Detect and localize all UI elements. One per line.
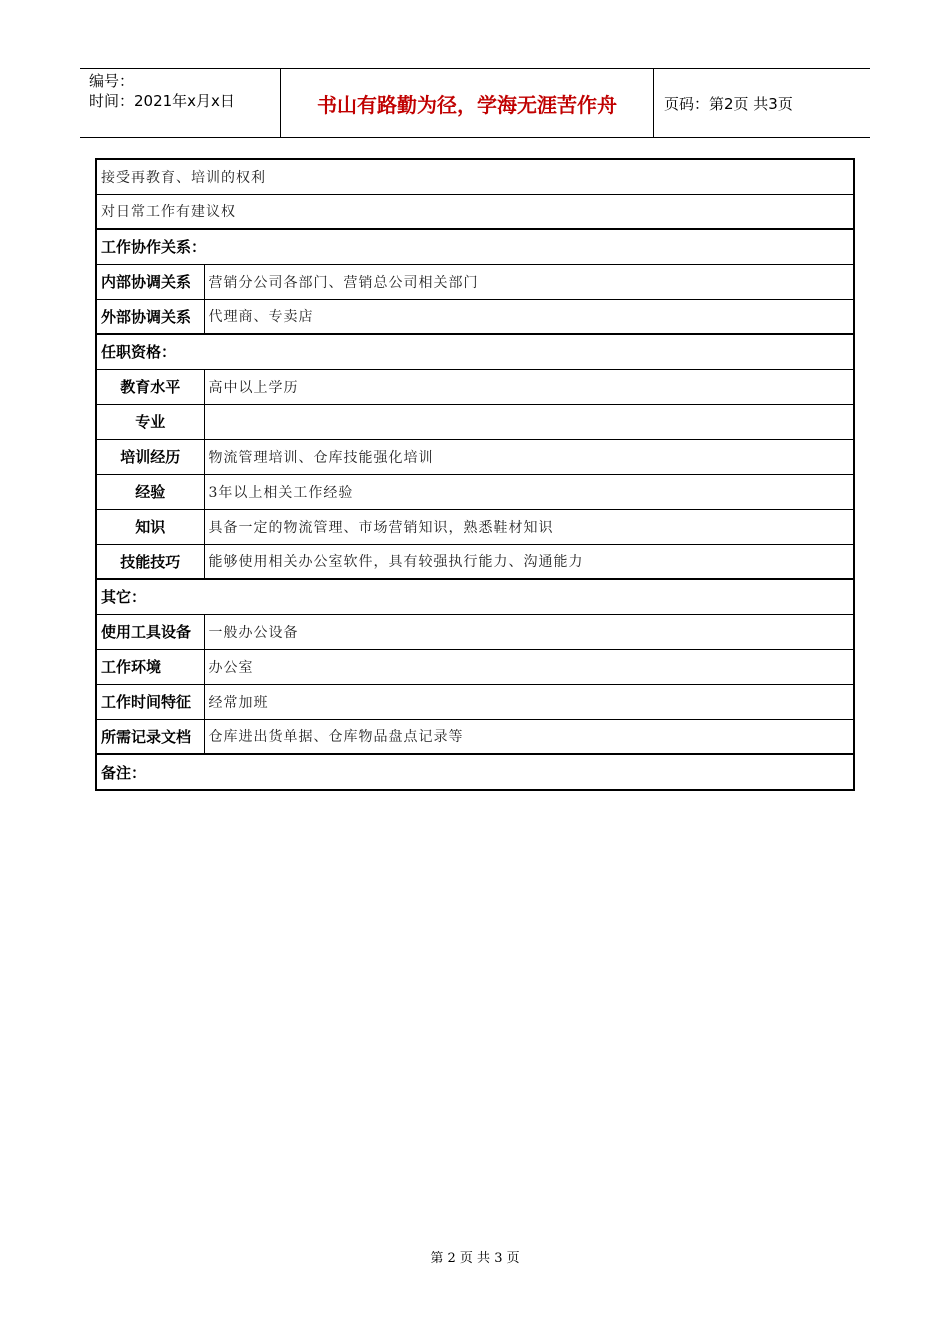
page-footer: 第 2 页 共 3 页 — [430, 1251, 520, 1266]
section-remarks — [96, 754, 854, 790]
number-label: 编号： — [89, 72, 135, 90]
docs-value: 仓库进出货单据、仓库物品盘点记录等 — [204, 719, 854, 754]
section-row — [96, 229, 854, 264]
skills-value: 能够使用相关办公室软件，具有较强执行能力、沟通能力 — [204, 544, 854, 579]
experience-value: 3年以上相关工作经验 — [204, 474, 854, 509]
tools-label: 使用工具设备 — [96, 614, 204, 649]
table-row — [96, 369, 854, 404]
env-label: 工作环境 — [96, 649, 204, 684]
time-label: 时间：2021年x月x日 — [89, 92, 235, 110]
header-motto — [281, 69, 654, 137]
table-row — [96, 264, 854, 299]
page-header — [80, 68, 870, 138]
table-row — [96, 649, 854, 684]
external-value: 代理商、专卖店 — [204, 299, 854, 334]
table-row — [96, 509, 854, 544]
table-row — [96, 299, 854, 334]
section-other — [96, 579, 854, 614]
section-row — [96, 754, 854, 790]
education-value: 高中以上学历 — [204, 369, 854, 404]
table-row — [96, 159, 854, 194]
docs-label: 所需记录文档 — [96, 719, 204, 754]
internal-value: 营销分公司各部门、营销总公司相关部门 — [204, 264, 854, 299]
section-row — [96, 579, 854, 614]
section-row — [96, 334, 854, 369]
knowledge-label: 知识 — [96, 509, 204, 544]
major-value — [204, 404, 854, 439]
table-row — [96, 474, 854, 509]
env-value: 办公室 — [204, 649, 854, 684]
knowledge-value: 具备一定的物流管理、市场营销知识，熟悉鞋材知识 — [204, 509, 854, 544]
table-row — [96, 404, 854, 439]
training-value: 物流管理培训、仓库技能强化培训 — [204, 439, 854, 474]
section-other-title: 其它： — [101, 588, 152, 606]
table-row — [96, 719, 854, 754]
section-remarks-title: 备注： — [101, 764, 152, 782]
worktime-label: 工作时间特征 — [96, 684, 204, 719]
job-description-table — [95, 158, 855, 791]
header-page — [654, 69, 870, 137]
major-label: 专业 — [96, 404, 204, 439]
header-meta — [80, 69, 281, 137]
motto-text: 书山有路勤为径，学海无涯苦作舟 — [317, 92, 617, 117]
page-label: 页码：第2页 共3页 — [664, 94, 793, 113]
skills-label: 技能技巧 — [96, 544, 204, 579]
table-row — [96, 684, 854, 719]
section-cooperation — [96, 229, 854, 264]
internal-label: 内部协调关系 — [96, 264, 204, 299]
table-row — [96, 614, 854, 649]
education-label: 教育水平 — [96, 369, 204, 404]
table-row — [96, 194, 854, 229]
external-label: 外部协调关系 — [96, 299, 204, 334]
table-row — [96, 439, 854, 474]
experience-label: 经验 — [96, 474, 204, 509]
rights-training: 接受再教育、培训的权利 — [96, 159, 854, 194]
rights-suggestion: 对日常工作有建议权 — [96, 194, 854, 229]
table-row — [96, 544, 854, 579]
tools-value: 一般办公设备 — [204, 614, 854, 649]
section-qualification — [96, 334, 854, 369]
section-cooperation-title: 工作协作关系： — [101, 238, 212, 256]
training-label: 培训经历 — [96, 439, 204, 474]
section-qualification-title: 任职资格： — [101, 343, 182, 361]
worktime-value: 经常加班 — [204, 684, 854, 719]
